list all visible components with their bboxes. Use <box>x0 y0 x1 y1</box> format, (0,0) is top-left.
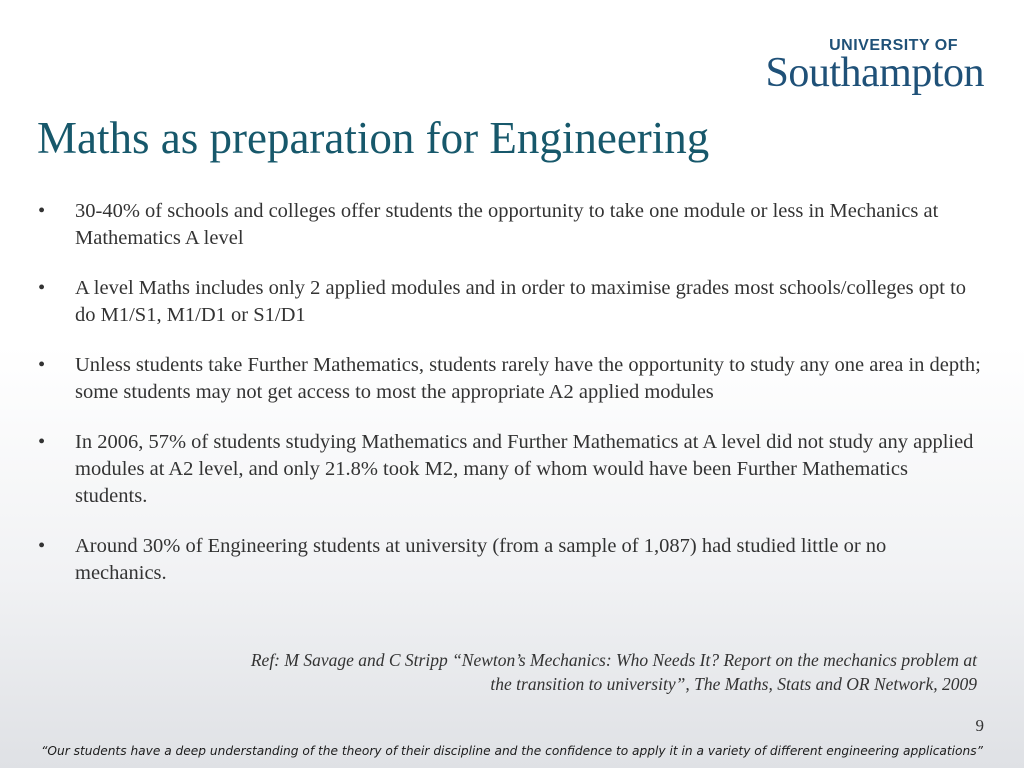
logo-southampton: Southampton <box>765 50 984 96</box>
reference-line-2: the transition to university”, The Maths, Stats and OR Network, 2009 <box>490 674 977 694</box>
bullet-item <box>38 198 983 252</box>
footer-quote: “Our students have a deep understanding of the theory of their discipline and the confidence to apply it in a variety of different engineering applications” <box>41 744 983 758</box>
bullet-marker: • <box>38 431 46 453</box>
bullet-text: A level Maths includes only 2 applied modules and in order to maximise grades most schools/colleges opt to do M1/S1, M1/D1 or S1/D1 <box>75 277 967 326</box>
reference-citation <box>60 648 977 696</box>
bullet-text: Unless students take Further Mathematics, students rarely have the opportunity to study any one area in depth; some students may not get access to most the appropriate A2 applied modules <box>75 354 981 403</box>
bullet-item <box>38 533 983 587</box>
bullet-marker: • <box>38 354 46 376</box>
bullet-text: In 2006, 57% of students studying Mathematics and Further Mathematics at A level did not study any applied modules at A2 level, and only 21.8% took M2, many of whom would have been Further Mathematics students. <box>75 431 974 507</box>
slide-title: Maths as preparation for Engineering <box>37 113 710 163</box>
bullet-list <box>38 198 983 610</box>
bullet-item <box>38 429 983 510</box>
logo-university-of: UNIVERSITY OF <box>829 37 958 54</box>
bullet-item <box>38 352 983 406</box>
page-number: 9 <box>975 716 984 735</box>
bullet-text: Around 30% of Engineering students at university (from a sample of 1,087) had studied little or no mechanics. <box>75 535 887 584</box>
bullet-marker: • <box>38 535 46 557</box>
bullet-text: 30-40% of schools and colleges offer students the opportunity to take one module or less in Mechanics at Mathematics A level <box>75 200 939 249</box>
reference-line-1: Ref: M Savage and C Stripp “Newton’s Mechanics: Who Needs It? Report on the mechanics problem at <box>250 650 977 670</box>
bullet-marker: • <box>38 200 46 222</box>
university-logo <box>734 38 984 94</box>
bullet-item <box>38 275 983 329</box>
bullet-marker: • <box>38 277 46 299</box>
